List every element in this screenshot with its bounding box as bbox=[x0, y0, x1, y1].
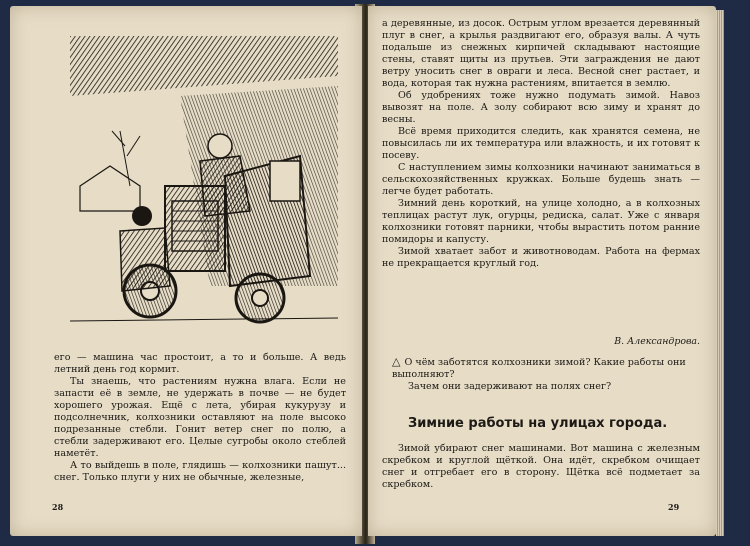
triangle-icon: △ bbox=[392, 355, 401, 368]
paragraph: Всё время приходится следить, как хранятся семена, не повысилась ли их температура или влажность, и их готовят к посеву. bbox=[382, 126, 700, 161]
left-page bbox=[10, 6, 362, 536]
question: О чём заботятся колхозники зимой? Какие работы они выполняют? bbox=[392, 357, 686, 380]
paragraph: А то выйдешь в поле, глядишь — колхозники пашут... снег. Только плуги у них не обычные, железные, bbox=[54, 460, 346, 483]
tractor-illustration bbox=[70, 36, 338, 336]
questions-block bbox=[392, 356, 692, 393]
paragraph: С наступлением зимы колхозники начинают заниматься в сельскохозяйственных кружках. Больше будешь знать — легче будет работать. bbox=[382, 162, 700, 197]
paragraph: а деревянные, из досок. Острым углом врезается деревянный плуг в снег, а крылья раздвигают его, образуя валы. А чуть подальше из снежных кирпичей складывают настоящие стены, ставят щиты из прутьев. Эти заграждения не дают ветру уносить снег в овраги и леса. Весной снег растает, и вода, которая так нужна растениям, впитается в землю. bbox=[382, 18, 700, 89]
section-heading: Зимние работы на улицах города. bbox=[408, 416, 668, 431]
page-number: 28 bbox=[52, 502, 64, 512]
right-page bbox=[368, 6, 716, 536]
paragraph: его — машина час простоит, а то и больше. А ведь летний день год кормит. bbox=[54, 352, 346, 375]
paragraph: Ты знаешь, что растениям нужна влага. Если не запасти её в земле, не удержать в почве — не будет хорошего урожая. Ещё с лета, убирая кукурузу и подсолнечник, колхозники оставляют на поле высоко подрезанные стебли. Гонит ветер снег по полю, а стебли задерживают его. Целые сугробы около стеблей наметёт. bbox=[54, 376, 346, 459]
left-page-text bbox=[54, 352, 346, 484]
author-signature: В. Александрова. bbox=[614, 336, 700, 347]
paragraph: Зимой убирают снег машинами. Вот машина с железным скребком и круглой щёткой. Она идёт, скребком очищает снег и отгребает его в сторону. Щётка всё подметает за скребком. bbox=[382, 443, 700, 490]
page-number: 29 bbox=[668, 502, 680, 512]
page-edges bbox=[716, 10, 724, 536]
right-page-text bbox=[382, 18, 700, 270]
question: Зачем они задерживают на полях снег? bbox=[408, 381, 612, 392]
paragraph: Зимний день короткий, на улице холодно, а в колхозных теплицах растут лук, огурцы, редиска, салат. Уже с января колхозники готовят парники, чтобы вырастить потом ранние помидоры и капусту. bbox=[382, 198, 700, 245]
paragraph: Зимой хватает забот и животноводам. Работа на фермах не прекращается круглый год. bbox=[382, 246, 700, 269]
paragraph: Об удобрениях тоже нужно подумать зимой. Навоз вывозят на поле. А золу собирают всю зиму и хранят до весны. bbox=[382, 90, 700, 125]
right-page-bottom-text bbox=[382, 443, 700, 491]
